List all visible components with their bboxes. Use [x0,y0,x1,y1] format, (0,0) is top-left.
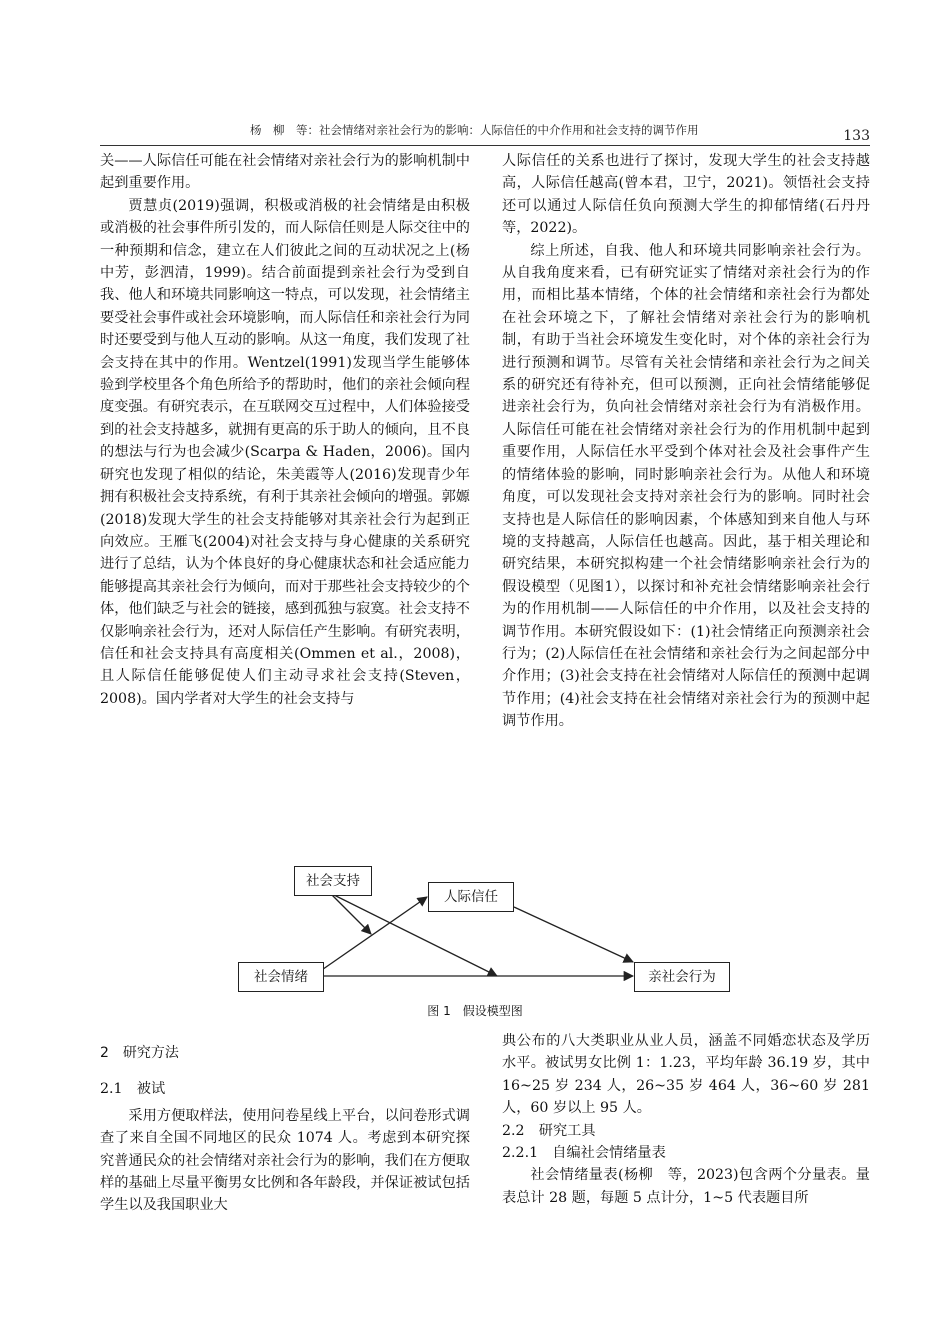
paragraph: 综上所述，自我、他人和环境共同影响亲社会行为。从自我角度来看，已有研究证实了情绪对亲社会行为的作用，而相比基本情绪，个体的社会情绪和亲社会行为都处在社会环境之下，了解社会情绪对亲社会行为的影响机制，有助于当社会环境发生变化时，对个体的亲社会行为进行预测和调节。尽管有关社会情绪和亲社会行为之间关系的研究还有待补充，但可以预测，正向社会情绪能够促进亲社会行为，负向社会情绪对亲社会行为有消极作用。人际信任可能在社会情绪对亲社会行为的作用机制中起到重要作用，人际信任水平受到个体对社会及社会事件产生的情绪体验的影响，同时影响亲社会行为。从他人和环境角度，可以发现社会支持对亲社会行为的影响。同时社会支持也是人际信任的影响因素，个体感知到来自他人与环境的支持越高，人际信任也越高。因此，基于相关理论和研究结果，本研究拟构建一个社会情绪影响亲社会行为的假设模型（见图1），以探讨和补充社会情绪影响亲社会行为的作用机制——人际信任的中介作用，以及社会支持的调节作用。本研究假设如下：(1)社会情绪正向预测亲社会行为；(2)人际信任在社会情绪和亲社会行为之间起部分中介作用；(3)社会支持在社会情绪对人际信任的预测中起调节作用；(4)社会支持在社会情绪对亲社会行为的预测中起调节作用。 [502,242,870,730]
paragraph: 人际信任的关系也进行了探讨，发现大学生的社会支持越高，人际信任越高(曾本君，卫宁，2021)。领悟社会支持还可以通过人际信任负向预测大学生的抑郁情绪(石丹丹 等，2022)。 [502,153,885,237]
node-prosocial-behavior: 亲社会行为 [634,962,730,992]
paragraph: 关——人际信任可能在社会情绪对亲社会行为的影响机制中起到重要作用。 [100,153,470,192]
subsubsection-heading: 2.2.1 自编社会情绪量表 [502,1145,666,1162]
page-header [100,122,870,146]
paragraph: 采用方便取样法，使用问卷星线上平台，以问卷形式调查了来自全国不同地区的民众 1074 人。考虑到本研究探究普通民众的社会情绪对亲社会行为的影响，我们在方便取样的基础上尽量平衡男女比例和各年龄段，并保证被试包括学生以及我国职业大 [100,1107,470,1214]
node-interpersonal-trust: 人际信任 [428,882,514,912]
path-support-moderates-a [330,893,371,934]
page-number: 133 [843,128,870,144]
header-rule [100,145,870,146]
hypothesis-model-figure [230,862,730,992]
lower-left-column [100,1042,470,1217]
subsection-heading: 2.2 研究工具 [502,1122,596,1139]
upper-right-column [502,150,885,733]
path-trust-to-prosocial [514,907,633,962]
node-social-support: 社会支持 [294,866,372,896]
paragraph: 贾慧贞(2019)强调，积极或消极的社会情绪是由积极或消极的社会事件所引发的，而人际信任则是人际交往中的一种预期和信念，建立在人们彼此之间的互动状况之上(杨中芳，彭泗清，1999)。结合前面提到亲社会行为受到自我、他人和环境共同影响这一特点，可以发现，社会情绪主要受社会事件或社会环境影响，而人际信任和亲社会行为同时还要受到与他人互动的影响。从这一角度，我们发现了社会支持在其中的作用。Wentzel(1991)发现当学生能够体验到学校里各个角色所给予的帮助时，他们的亲社会倾向程度变强。有研究表示，在互联网交互过程中，人们体验接受到的社会支持越多，就拥有更高的乐于助人的倾向，且不良的想法与行为也会减少(Scarpa & Haden，2006)。国内研究也发现了相似的结论，朱美霞等人(2016)发现青少年拥有积极社会支持系统，有利于其亲社会倾向的增强。郭嫄(2018)发现大学生的社会支持能够对其亲社会行为起到正向效应。王雁飞(2004)对社会支持与身心健康的关系研究进行了总结，认为个体良好的身心健康状态和社会适应能力能够提高其亲社会行为倾向，而对于那些社会支持较少的个体，他们缺乏与社会的链接，感到孤独与寂寞。社会支持不仅影响亲社会行为，还对人际信任产生影响。有研究表明，信任和社会支持具有高度相关(Ommen et al.，2008)，且人际信任能够促使人们主动寻求社会支持(Steven，2008)。国内学者对大学生的社会支持与 [100,197,470,707]
subsection-heading: 2.1 被试 [100,1081,166,1098]
node-social-emotion: 社会情绪 [238,962,324,992]
paragraph: 典公布的八大类职业从业人员，涵盖不同婚恋状态及学历水平。被试男女比例 1：1.23，平均年龄 36.19 岁，其中 16~25 岁 234 人，26~35 岁 464 人，36~60 岁 281 人，60 岁以上 95 人。 [502,1033,870,1117]
running-title: 杨 柳 等：社会情绪对亲社会行为的影响：人际信任的中介作用和社会支持的调节作用 [250,123,699,137]
path-emotion-to-trust [316,897,427,974]
lower-right-column [502,1030,870,1209]
figure-caption: 图 1 假设模型图 [427,1004,523,1018]
section-heading: 2 研究方法 [100,1045,179,1061]
paragraph: 社会情绪量表(杨柳 等，2023)包含两个分量表。量表总计 28 题，每题 5 点计分，1~5 代表题目所 [502,1167,870,1206]
upper-left-column [100,150,470,710]
